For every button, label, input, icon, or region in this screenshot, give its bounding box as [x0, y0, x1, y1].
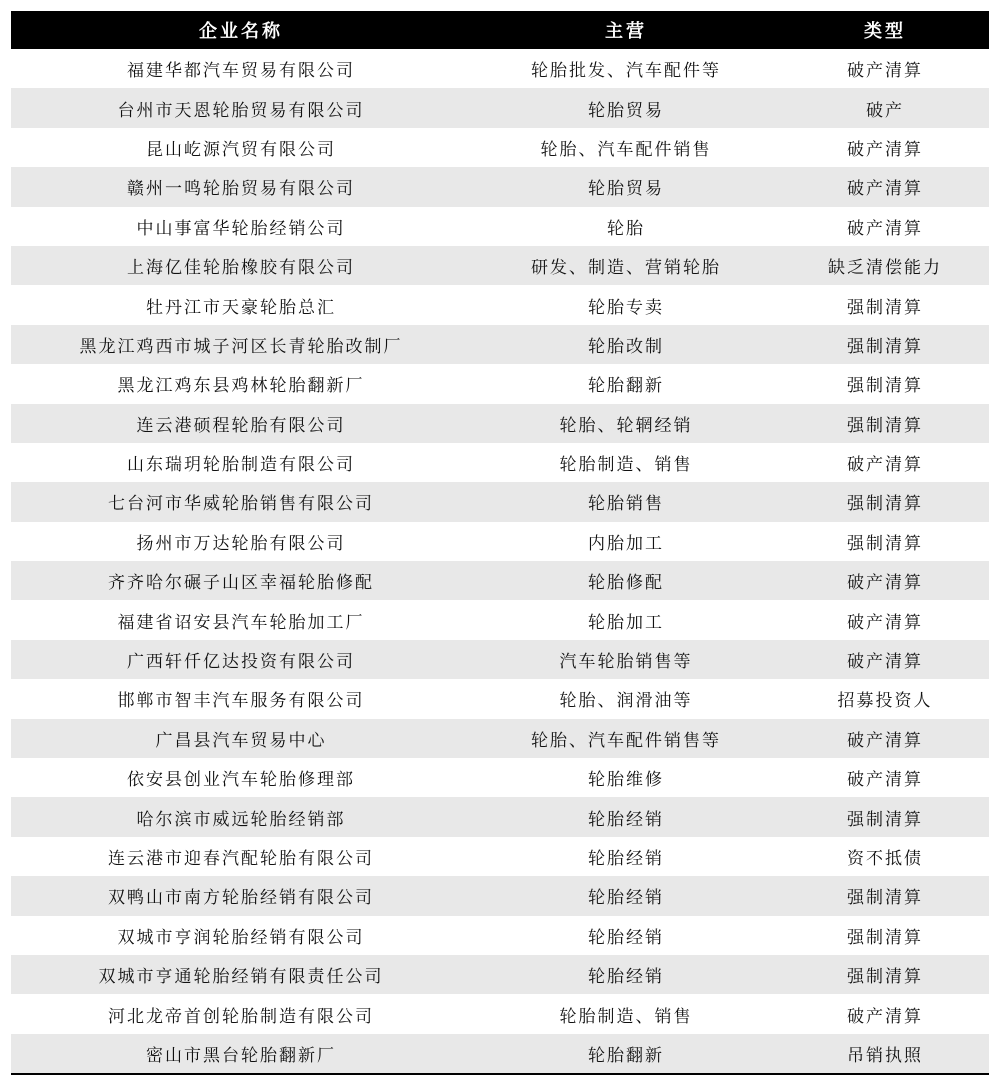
- cell-main-business: 轮胎贸易: [471, 88, 781, 127]
- cell-company-name: 中山事富华轮胎经销公司: [136, 218, 346, 239]
- cell-company-name: 山东瑞玥轮胎制造有限公司: [127, 455, 355, 476]
- cell-type: 强制清算: [781, 325, 989, 364]
- cell-main-business: 轮胎经销: [471, 797, 781, 836]
- table-row: [11, 561, 989, 600]
- cell-type: 强制清算: [847, 297, 923, 318]
- header-type: 类型: [781, 11, 989, 49]
- cell-main-business: 轮胎修配: [471, 561, 781, 600]
- cell-company-name: 台州市天恩轮胎贸易有限公司: [11, 88, 471, 127]
- cell-company-name: 扬州市万达轮胎有限公司: [136, 533, 346, 554]
- cell-main-business: 轮胎翻新: [588, 376, 664, 397]
- cell-type: 缺乏清偿能力: [781, 246, 989, 285]
- cell-company-name: 七台河市华威轮胎销售有限公司: [11, 482, 471, 521]
- cell-main-business: 轮胎维修: [588, 770, 664, 791]
- table-row: [11, 207, 989, 246]
- table-row: [11, 443, 989, 482]
- cell-type: 破产清算: [781, 167, 989, 206]
- table-row: [11, 167, 989, 206]
- table-row: [11, 522, 989, 561]
- cell-type: 强制清算: [847, 376, 923, 397]
- cell-company-name: 连云港市迎春汽配轮胎有限公司: [108, 849, 374, 869]
- company-table: [11, 11, 989, 1075]
- company-table-container: [11, 11, 989, 1075]
- cell-main-business: 轮胎经销: [588, 927, 664, 948]
- cell-main-business: 汽车轮胎销售等: [471, 640, 781, 679]
- cell-type: 破产清算: [847, 61, 923, 82]
- cell-company-name: 福建省诏安县汽车轮胎加工厂: [117, 612, 365, 633]
- cell-type: 破产清算: [781, 719, 989, 758]
- table-row: [11, 876, 989, 915]
- cell-type: 破产清算: [847, 770, 923, 791]
- cell-main-business: 轮胎经销: [471, 955, 781, 994]
- cell-company-name: 密山市黑台轮胎翻新厂: [11, 1034, 471, 1074]
- cell-main-business: 轮胎销售: [471, 482, 781, 521]
- cell-main-business: 轮胎制造、销售: [559, 1006, 693, 1027]
- cell-type: 强制清算: [781, 876, 989, 915]
- cell-type: 破产清算: [847, 1006, 923, 1027]
- table-row: [11, 679, 989, 718]
- cell-type: 破产清算: [781, 640, 989, 679]
- cell-main-business: 轮胎、汽车配件销售等: [471, 719, 781, 758]
- cell-type: 强制清算: [781, 955, 989, 994]
- cell-main-business: 内胎加工: [588, 533, 664, 554]
- table-header-row: [11, 11, 989, 49]
- header-company-name: 企业名称: [11, 11, 471, 49]
- cell-company-name: 河北龙帝首创轮胎制造有限公司: [108, 1006, 374, 1027]
- table-row: [11, 994, 989, 1033]
- cell-company-name: 连云港硕程轮胎有限公司: [11, 404, 471, 443]
- cell-main-business: 轮胎、汽车配件销售: [540, 139, 712, 160]
- cell-company-name: 黑龙江鸡西市城子河区长青轮胎改制厂: [11, 325, 471, 364]
- table-row: [11, 49, 989, 88]
- cell-main-business: 轮胎经销: [471, 876, 781, 915]
- cell-company-name: 广西轩仟亿达投资有限公司: [11, 640, 471, 679]
- cell-main-business: 轮胎贸易: [471, 167, 781, 206]
- cell-main-business: 轮胎加工: [588, 612, 664, 633]
- table-row: [11, 88, 989, 127]
- cell-type: 强制清算: [847, 533, 923, 554]
- table-row: [11, 797, 989, 836]
- cell-company-name: 哈尔滨市威远轮胎经销部: [11, 797, 471, 836]
- cell-type: 破产: [781, 88, 989, 127]
- cell-company-name: 上海亿佳轮胎橡胶有限公司: [11, 246, 471, 285]
- cell-company-name: 齐齐哈尔碾子山区幸福轮胎修配: [11, 561, 471, 600]
- cell-type: 强制清算: [781, 404, 989, 443]
- table-row: [11, 404, 989, 443]
- cell-type: 强制清算: [781, 482, 989, 521]
- cell-main-business: 轮胎专卖: [588, 297, 664, 318]
- cell-type: 破产清算: [847, 218, 923, 239]
- cell-main-business: 轮胎批发、汽车配件等: [531, 61, 721, 82]
- cell-company-name: 邯郸市智丰汽车服务有限公司: [117, 691, 365, 712]
- header-main-business: 主营: [471, 11, 781, 49]
- cell-main-business: 轮胎、轮辋经销: [471, 404, 781, 443]
- table-row: [11, 246, 989, 285]
- table-row: [11, 600, 989, 639]
- table-row: [11, 325, 989, 364]
- cell-main-business: 轮胎: [607, 218, 645, 239]
- cell-company-name: 牡丹江市天豪轮胎总汇: [146, 297, 336, 318]
- table-row: [11, 285, 989, 324]
- table-row: [11, 916, 989, 955]
- table-row: [11, 640, 989, 679]
- cell-company-name: 黑龙江鸡东县鸡林轮胎翻新厂: [117, 376, 365, 397]
- table-body: [11, 49, 989, 1074]
- table-row: [11, 955, 989, 994]
- table-row: [11, 1034, 989, 1074]
- table-row: [11, 837, 989, 876]
- cell-type: 破产清算: [847, 139, 923, 160]
- table-row: [11, 482, 989, 521]
- table-row: [11, 758, 989, 797]
- cell-type: 破产清算: [781, 561, 989, 600]
- cell-main-business: 研发、制造、营销轮胎: [471, 246, 781, 285]
- cell-main-business: 轮胎制造、销售: [559, 455, 693, 476]
- table-row: [11, 364, 989, 403]
- cell-type: 强制清算: [847, 927, 923, 948]
- table-row: [11, 128, 989, 167]
- table-row: [11, 719, 989, 758]
- cell-company-name: 福建华都汽车贸易有限公司: [127, 61, 355, 82]
- cell-company-name: 广昌县汽车贸易中心: [11, 719, 471, 758]
- cell-company-name: 昆山屹源汽贸有限公司: [146, 139, 336, 160]
- cell-type: 资不抵债: [847, 849, 923, 869]
- cell-main-business: 轮胎、润滑油等: [559, 691, 693, 712]
- cell-main-business: 轮胎经销: [588, 849, 664, 869]
- cell-main-business: 轮胎改制: [471, 325, 781, 364]
- cell-company-name: 双鸭山市南方轮胎经销有限公司: [11, 876, 471, 915]
- cell-type: 强制清算: [781, 797, 989, 836]
- cell-type: 破产清算: [847, 612, 923, 633]
- cell-company-name: 赣州一鸣轮胎贸易有限公司: [11, 167, 471, 206]
- cell-company-name: 双城市亨通轮胎经销有限责任公司: [11, 955, 471, 994]
- cell-main-business: 轮胎翻新: [471, 1034, 781, 1074]
- cell-company-name: 双城市亨润轮胎经销有限公司: [117, 927, 365, 948]
- cell-type: 吊销执照: [781, 1034, 989, 1074]
- cell-type: 破产清算: [847, 455, 923, 476]
- cell-company-name: 依安县创业汽车轮胎修理部: [127, 770, 355, 791]
- cell-type: 招募投资人: [837, 691, 933, 712]
